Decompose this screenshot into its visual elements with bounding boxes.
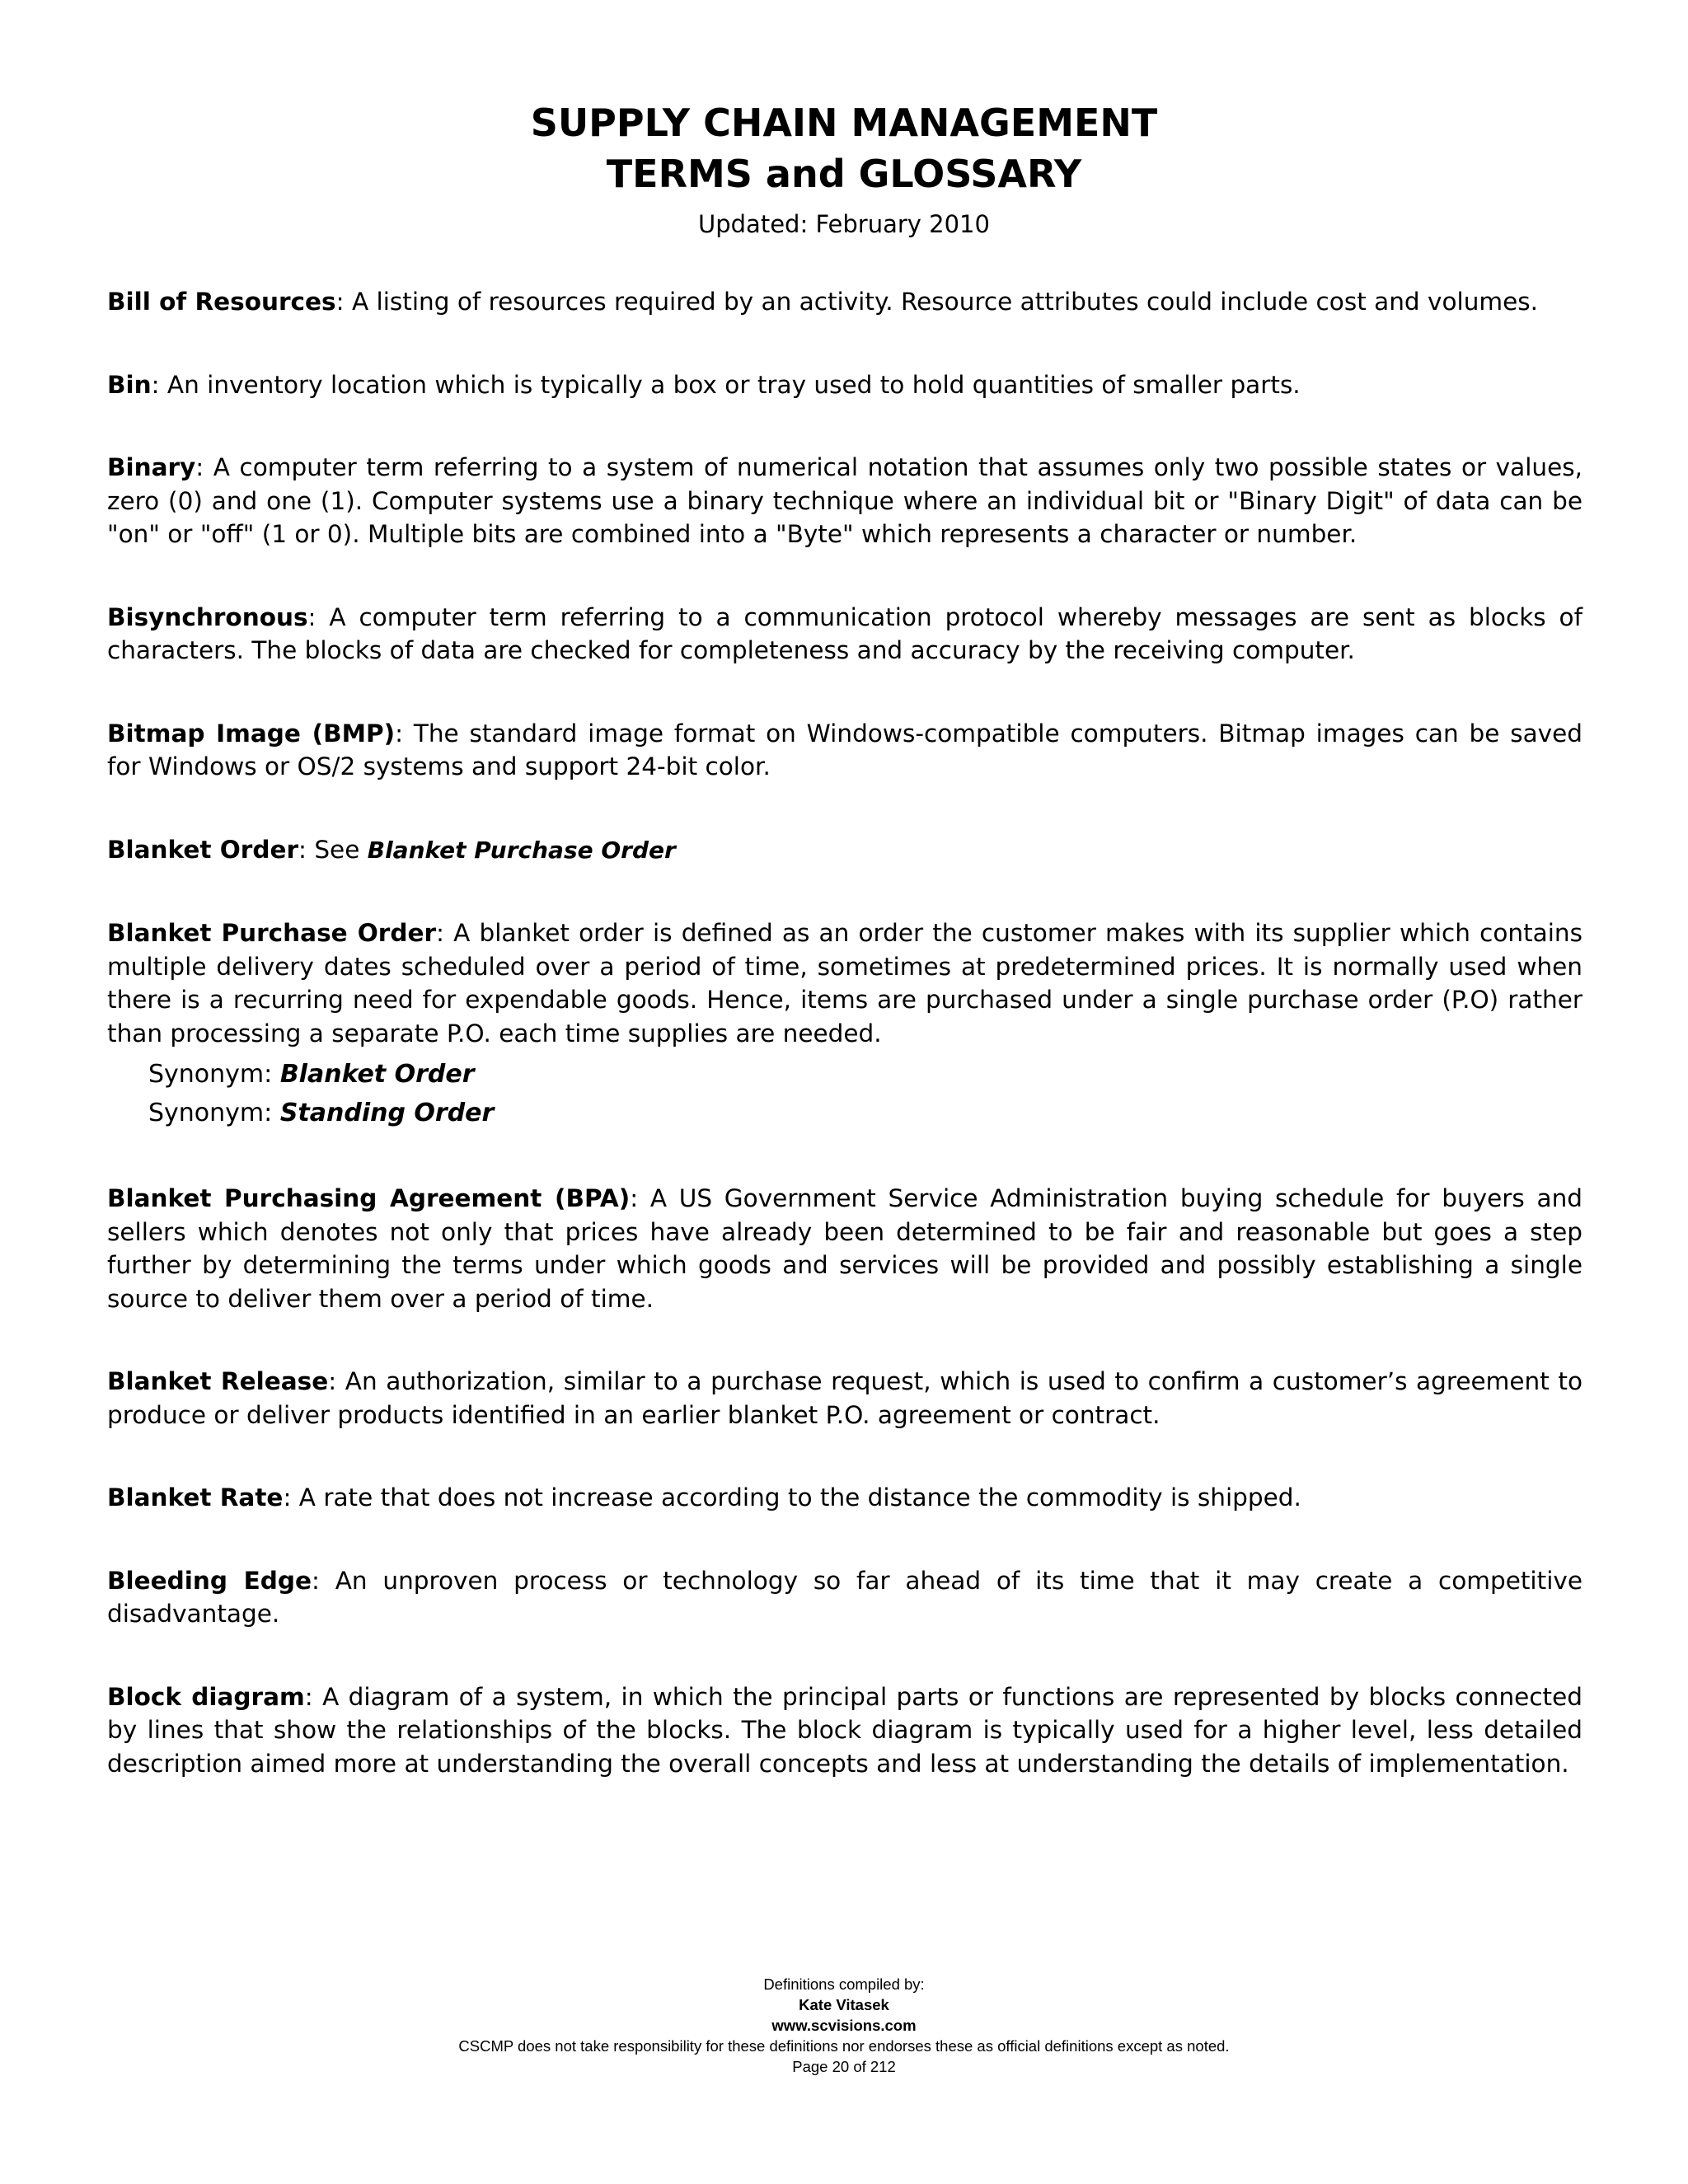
synonym-label: Synonym: <box>148 1060 280 1089</box>
glossary-entry <box>107 1365 1582 1432</box>
glossary-term: Blanket Purchasing Agreement (BPA) <box>107 1184 631 1212</box>
glossary-term: Blanket Rate <box>107 1483 284 1511</box>
glossary-entry <box>107 916 1582 1132</box>
document-header <box>0 97 1688 241</box>
glossary-entry <box>107 601 1582 668</box>
document-title-line-2: TERMS and GLOSSARY <box>606 152 1082 196</box>
updated-date: Updated: February 2010 <box>698 210 990 238</box>
glossary-entries <box>107 285 1582 1830</box>
glossary-definition: : An authorization, similar to a purchase request, which is used to confirm a customer’s agreement to produce or deliver products identified in an earlier blanket P.O. agreement or contract. <box>107 1367 1582 1429</box>
glossary-definition: : A computer term referring to a system of numerical notation that assumes only two possible states or values, zero (0) and one (1). Computer systems use a binary technique where an individual bit or "Binary Digit" of data can be "on" or "off" (1 or 0). Multiple bits are combined into a "Byte" which represents a character or number. <box>107 453 1582 548</box>
glossary-entry <box>107 285 1582 319</box>
synonym-term: Standing Order <box>279 1099 495 1127</box>
see-reference-link: Blanket Purchase Order <box>367 836 676 864</box>
synonym-item <box>107 1094 1582 1132</box>
glossary-term: Block diagram <box>107 1682 305 1711</box>
glossary-term: Bisynchronous <box>107 602 308 631</box>
glossary-definition: : A diagram of a system, in which the principal parts or functions are represented by blocks connected by lines that show the relationships of the blocks. The block diagram is typically used for a higher level, less detailed description aimed more at understanding the overall concepts and less at understanding the details of implementation. <box>107 1682 1582 1778</box>
glossary-term: Blanket Purchase Order <box>107 919 437 947</box>
glossary-term: Bitmap Image (BMP) <box>107 719 396 748</box>
glossary-term: Blanket Order <box>107 835 299 864</box>
glossary-entry <box>107 451 1582 551</box>
synonym-item <box>107 1055 1582 1094</box>
glossary-definition: : See <box>298 835 368 864</box>
document-title-line-1: SUPPLY CHAIN MANAGEMENT <box>530 101 1158 145</box>
compiled-by-label: Definitions compiled by: <box>763 1975 925 1993</box>
glossary-term: Blanket Release <box>107 1367 329 1395</box>
website-link[interactable]: www.scvisions.com <box>771 2017 917 2034</box>
glossary-definition: : The standard image format on Windows-compatible computers. Bitmap images can be saved for Windows or OS/2 systems and support 24-bit color. <box>107 719 1582 780</box>
synonym-label: Synonym: <box>148 1099 280 1127</box>
glossary-term: Binary <box>107 453 196 481</box>
synonym-term: Blanket Order <box>279 1060 475 1089</box>
glossary-term: Bleeding Edge <box>107 1566 312 1595</box>
glossary-definition: : A blanket order is defined as an order the customer makes with its supplier which contains multiple delivery dates scheduled over a period of time, sometimes at predetermined prices. It is normally used when there is a recurring need for expendable goods. Hence, items are purchased under a single purchase order (P.O) rather than processing a separate P.O. each time supplies are needed. <box>107 919 1582 1047</box>
synonym-list <box>107 1055 1582 1132</box>
glossary-entry <box>107 1182 1582 1315</box>
page-number: Page 20 of 212 <box>792 2058 896 2075</box>
glossary-entry <box>107 1564 1582 1631</box>
glossary-term: Bill of Resources <box>107 288 336 316</box>
glossary-entry <box>107 1481 1582 1515</box>
glossary-definition: : An unproven process or technology so far ahead of its time that it may create a competitive disadvantage. <box>107 1566 1582 1628</box>
glossary-entry <box>107 717 1582 784</box>
glossary-entry <box>107 1680 1582 1781</box>
glossary-term: Bin <box>107 370 152 399</box>
glossary-definition: : An inventory location which is typically a box or tray used to hold quantities of smaller parts. <box>151 370 1301 399</box>
glossary-definition: : A computer term referring to a communication protocol whereby messages are sent as blocks of characters. The blocks of data are checked for completeness and accuracy by the receiving computer. <box>107 602 1582 664</box>
author-name: Kate Vitasek <box>799 1996 889 2013</box>
glossary-entry <box>107 833 1582 868</box>
page-footer <box>0 1974 1688 2077</box>
glossary-definition: : A listing of resources required by an activity. Resource attributes could include cost and volumes. <box>335 288 1539 316</box>
glossary-definition: : A rate that does not increase according to the distance the commodity is shipped. <box>283 1483 1301 1511</box>
glossary-definition: : A US Government Service Administration buying schedule for buyers and sellers which denotes not only that prices have already been determined to be fair and reasonable but goes a step further by determining the terms under which goods and services will be provided and possibly establishing a single source to deliver them over a period of time. <box>107 1184 1582 1313</box>
glossary-entry <box>107 368 1582 402</box>
disclaimer-text: CSCMP does not take responsibility for these definitions nor endorses these as official definitions except as noted. <box>458 2037 1230 2055</box>
